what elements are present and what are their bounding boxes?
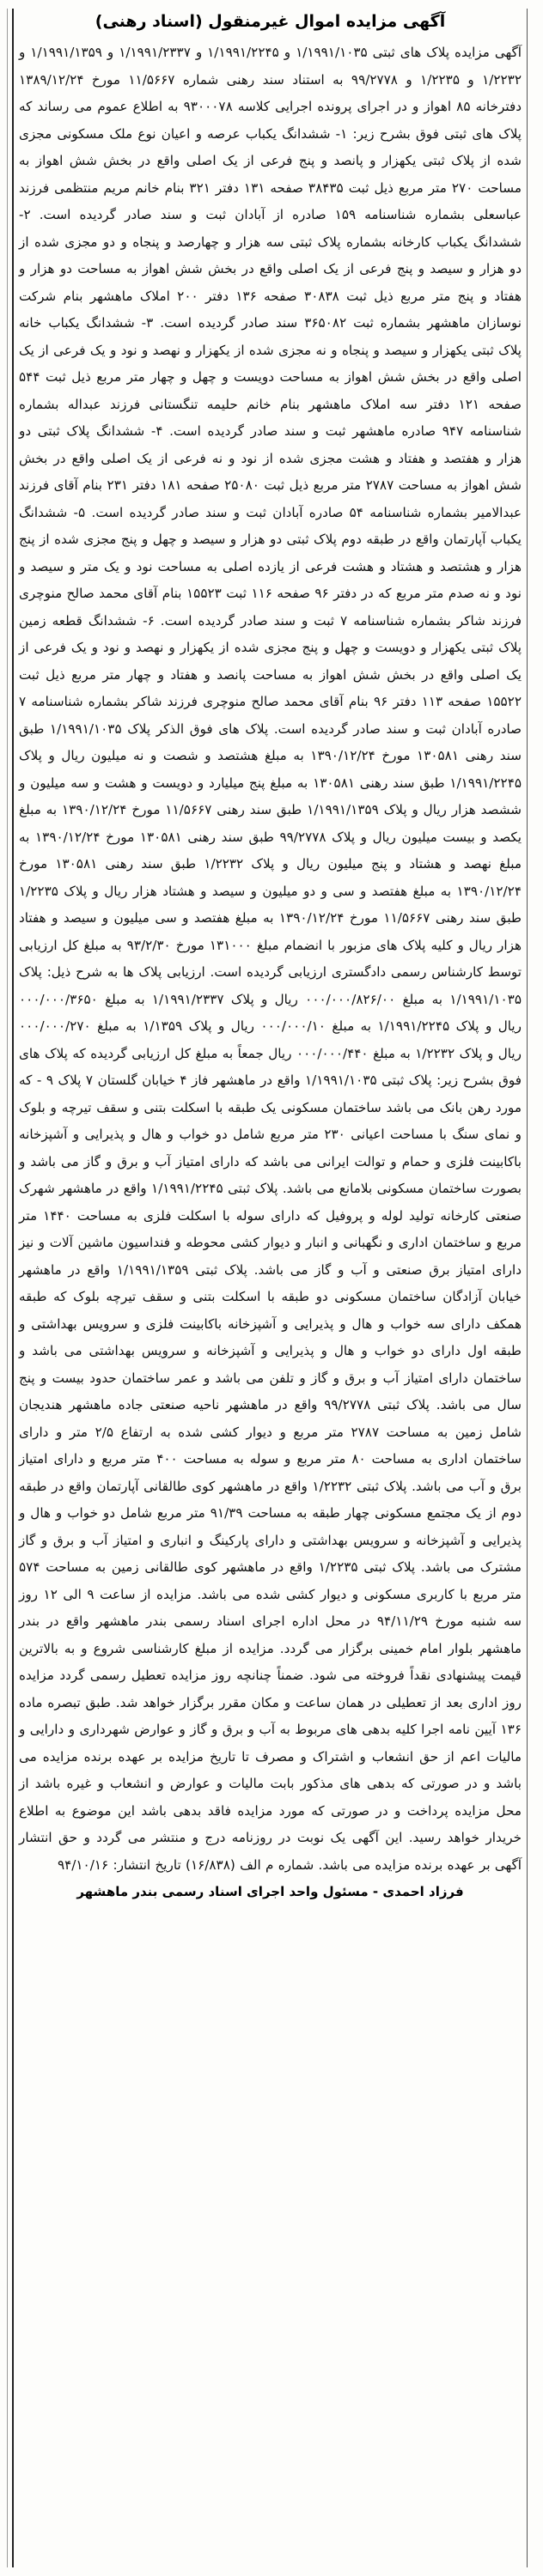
notice-title: آگهی مزایده اموال غیرمنقول (اسناد رهنی) [95, 12, 446, 31]
notice-signature: فرزاد احمدی - مسئول واحد اجرای اسناد رسمی بندر ماهشهر [76, 1884, 464, 1899]
notice-body: آگهی مزایده پلاک های ثبتی ۱/۱۹۹۱/۱۰۳۵ و ۱/۱۹۹۱/۲۲۴۵ و ۱/۱۹۹۱/۲۳۳۷ و ۱/۱۹۹۱/۱۳۵۹ و ۱/۲۲۳۲ و ۱/۲۲۳۵ و ۹۹/۲۷۷۸ به استناد سند رهنی شماره ۱۱/۵۶۶۷ مورخ ۱۳۸۹/۱۲/۲۴ دفترخانه ۸۵ اهواز و در اجرای پرونده اجرایی کلاسه ۹۳۰۰۰۷۸ به اطلاع عموم می رساند که پلاک های ثبتی فوق بشرح زیر: ۱- ششدانگ یکباب عرصه و اعیان نوع ملک مسکونی مجزی شده از پلاک ثبتی یکهزار و پانصد و پنج فرعی از یک اصلی واقع در بخش شش اهواز به مساحت ۲۷۰ متر مربع ذیل ثبت ۳۸۴۳۵ صفحه ۱۳۱ دفتر ۳۲۱ بنام خانم مریم منتظمی فرزند عباسعلی بشماره شناسنامه ۱۵۹ صادره از آبادان ثبت و سند صادر گردیده است. ۲- ششدانگ یکباب کارخانه بشماره پلاک ثبتی سه هزار و چهارصد و پنجاه و دو مجزی شده از دو هزار و سیصد و پنج فرعی از یک اصلی واقع در بخش شش اهواز به مساحت دو هزار و هفتاد و پنج متر مربع ذیل ثبت ۳۰۸۳۸ صفحه ۱۳۶ دفتر ۲۰۰ املاک ماهشهر بنام شرکت نوسازان ماهشهر بشماره ثبت ۳۶۵۰۸۲ سند صادر گردیده است. ۳- ششدانگ یکباب خانه پلاک ثبتی یکهزار و سیصد و پنجاه و نه مجزی شده از یکهزار و نهصد و نود و یک فرعی از یک اصلی واقع در بخش شش اهواز به مساحت دویست و چهل و چهار متر مربع ذیل ثبت ۵۴۴ صفحه ۱۲۱ دفتر سه املاک ماهشهر بنام خانم حلیمه تنگستانی فرزند عبداله بشماره شناسنامه ۹۴۷ صادره ماهشهر ثبت و سند صادر گردیده است. ۴- ششدانگ پلاک ثبتی دو هزار و هفتصد و هفتاد و هشت مجزی شده از نود و نه فرعی از یک اصلی واقع در بخش شش اهواز به مساحت ۲۷۸۷ متر مربع ذیل ثبت ۲۵۰۸۰ صفحه ۱۸۱ دفتر ۲۳۱ بنام آقای فرزند عبدالامیر بشماره شناسنامه ۵۴ صادره آبادان ثبت و سند صادر گردیده است. ۵- ششدانگ یکباب آپارتمان واقع در طبقه دوم پلاک ثبتی دو هزار و سیصد و چهل و پنج مجزی شده از پنج هزار و هشتصد و هشتاد و هشت فرعی از یازده اصلی به مساحت نود و یک متر و سیصد و نود و نه صدم متر مربع که در دفتر ۹۶ صفحه ۱۱۶ ثبت ۱۵۵۲۳ بنام آقای محمد صالح منوچری فرزند شاکر بشماره شناسنامه ۷ ثبت و سند صادر گردیده است. ۶- ششدانگ قطعه زمین پلاک ثبتی یکهزار و دویست و چهل و پنج مجزی شده از یکهزار و نهصد و نود و یک فرعی از یک اصلی واقع در بخش شش اهواز به مساحت پانصد و هفتاد و چهار متر مربع ذیل ثبت ۱۵۵۲۲ صفحه ۱۱۳ دفتر ۹۶ بنام آقای محمد صالح منوچری فرزند شاکر بشماره شناسنامه ۷ صادره آبادان ثبت و سند صادر گردیده است. پلاک های فوق الذکر پلاک ۱/۱۹۹۱/۱۰۳۵ طبق سند رهنی ۱۳۰۵۸۱ مورخ ۱۳۹۰/۱۲/۲۴ به مبلغ هشتصد و شصت و نه میلیون ریال و پلاک ۱/۱۹۹۱/۲۲۴۵ طبق سند رهنی ۱۳۰۵۸۱ به مبلغ پنج میلیارد و دویست و هشت و سه میلیون و ششصد هزار ریال و پلاک ۱/۱۹۹۱/۱۳۵۹ طبق سند رهنی ۱۱/۵۶۶۷ مورخ ۱۳۹۰/۱۲/۲۴ به مبلغ یکصد و بیست میلیون ریال و پلاک ۹۹/۲۷۷۸ طبق سند رهنی ۱۳۰۵۸۱ مورخ ۱۳۹۰/۱۲/۲۴ به مبلغ نهصد و هشتاد و پنج میلیون ریال و پلاک ۱/۲۲۳۲ طبق سند رهنی ۱۳۰۵۸۱ مورخ ۱۳۹۰/۱۲/۲۴ به مبلغ هفتصد و سی و دو میلیون و سیصد و هشتاد هزار ریال و پلاک ۱/۲۲۳۵ طبق سند رهنی ۱۱/۵۶۶۷ مورخ ۱۳۹۰/۱۲/۲۴ به مبلغ هفتصد و سی میلیون و سیصد و هفتاد هزار ریال و کلیه پلاک های مزبور با انضمام مبلغ ۱۳۱۰۰۰ مورخ ۹۳/۲/۳۰ به مبلغ کل ارزیابی توسط کارشناس رسمی دادگستری ارزیابی گردیده است. ارزیابی پلاک ها به شرح ذیل: پلاک ۱/۱۹۹۱/۱۰۳۵ به مبلغ ۰۰۰/۰۰۰/۸۲۶/۰۰ ریال و پلاک ۱/۱۹۹۱/۲۳۳۷ به مبلغ ۰۰۰/۰۰۰/۳۶۵۰ ریال و پلاک ۱/۱۹۹۱/۲۲۴۵ به مبلغ ۰۰۰/۰۰۰/۱۰ ریال و پلاک ۱/۱۳۵۹ به مبلغ ۰۰۰/۰۰۰/۲۷۰ ریال و پلاک ۱/۲۲۳۲ به مبلغ ۰۰۰/۰۰۰/۴۴۰ ریال جمعاً به مبلغ کل ارزیابی گردیده که پلاک های فوق بشرح زیر: پلاک ثبتی ۱/۱۹۹۱/۱۰۳۵ واقع در ماهشهر فاز ۴ خیابان گلستان ۷ پلاک ۹ - که مورد رهن بانک می باشد ساختمان مسکونی یک طبقه با اسکلت بتنی و سقف تیرچه و بلوک و نمای سنگ با مساحت اعیانی ۲۳۰ متر مربع شامل دو خواب و هال و پذیرایی و آشپزخانه باکابینت فلزی و حمام و توالت ایرانی می باشد که دارای امتیاز آب و برق و گاز می باشد و بصورت ساختمان مسکونی بلامانع می باشد. پلاک ثبتی ۱/۱۹۹۱/۲۲۴۵ واقع در ماهشهر شهرک صنعتی کارخانه تولید لوله و پروفیل که دارای سوله با اسکلت فلزی به مساحت ۱۴۴۰ متر مربع و ساختمان اداری و نگهبانی و انبار و دیوار کشی محوطه و فنداسیون ماشین آلات و نیز دارای امتیاز برق صنعتی و آب و گاز می باشد. پلاک ثبتی ۱/۱۹۹۱/۱۳۵۹ واقع در ماهشهر خیابان آزادگان ساختمان مسکونی دو طبقه با اسکلت بتنی و سقف تیرچه بلوک که طبقه همکف دارای سه خواب و هال و پذیرایی و آشپزخانه باکابینت فلزی و سرویس بهداشتی و طبقه اول دارای دو خواب و هال و پذیرایی و آشپزخانه و سرویس بهداشتی می باشد و ساختمان دارای امتیاز آب و برق و گاز و تلفن می باشد و عمر ساختمان حدود بیست و پنج سال می باشد. پلاک ثبتی ۹۹/۲۷۷۸ واقع در ماهشهر ناحیه صنعتی جاده ماهشهر هندیجان شامل زمین به مساحت ۲۷۸۷ متر مربع و دیوار کشی شده به ارتفاع ۲/۵ متر و دارای ساختمان اداری به مساحت ۸۰ متر مربع و سوله به مساحت ۴۰۰ متر مربع و دارای امتیاز برق و آب می باشد. پلاک ثبتی ۱/۲۲۳۲ واقع در ماهشهر کوی طالقانی آپارتمان واقع در طبقه دوم از یک مجتمع مسکونی چهار طبقه به مساحت ۹۱/۳۹ متر مربع شامل دو خواب و هال و پذیرایی و آشپزخانه و سرویس بهداشتی و دارای پارکینگ و انباری و امتیاز آب و برق و گاز مشترک می باشد. پلاک ثبتی ۱/۲۲۳۵ واقع در ماهشهر کوی طالقانی زمین به مساحت ۵۷۴ متر مربع با کاربری مسکونی و دیوار کشی شده می باشد. مزایده از ساعت ۹ الی ۱۲ روز سه شنبه مورخ ۹۴/۱۱/۲۹ در محل اداره اجرای اسناد رسمی بندر ماهشهر واقع در بندر ماهشهر بلوار امام خمینی برگزار می گردد. مزایده از مبلغ کارشناسی شروع و به بالاترین قیمت پیشنهادی نقداً فروخته می شود. ضمناً چنانچه روز مزایده تعطیل رسمی گردد مزایده روز اداری بعد از تعطیلی در همان ساعت و مکان مقرر برگزار خواهد شد. طبق تبصره ماده ۱۳۶ آیین نامه اجرا کلیه بدهی های مربوط به آب و برق و گاز و عوارض شهرداری و دارایی و مالیات اعم از حق انشعاب و اشتراک و مصرف تا تاریخ مزایده بر عهده برنده مزایده می باشد و در صورتی که بدهی های مذکور بابت مالیات و عوارض و انشعاب و غیره باشد از محل مزایده پرداخت و در صورتی که مورد مزایده فاقد بدهی باشد این موضوع به اطلاع خریدار خواهد رسید. این آگهی یک نوبت در روزنامه درج و منتشر می گردد و حق انتشار آگهی بر عهده برنده مزایده می باشد. شماره م الف (۱۶/۸۳۸) تاریخ انتشار: ۹۴/۱۰/۱۶ [19, 45, 522, 1873]
notice-frame [12, 9, 528, 2567]
column-edge-rule [7, 9, 8, 2567]
